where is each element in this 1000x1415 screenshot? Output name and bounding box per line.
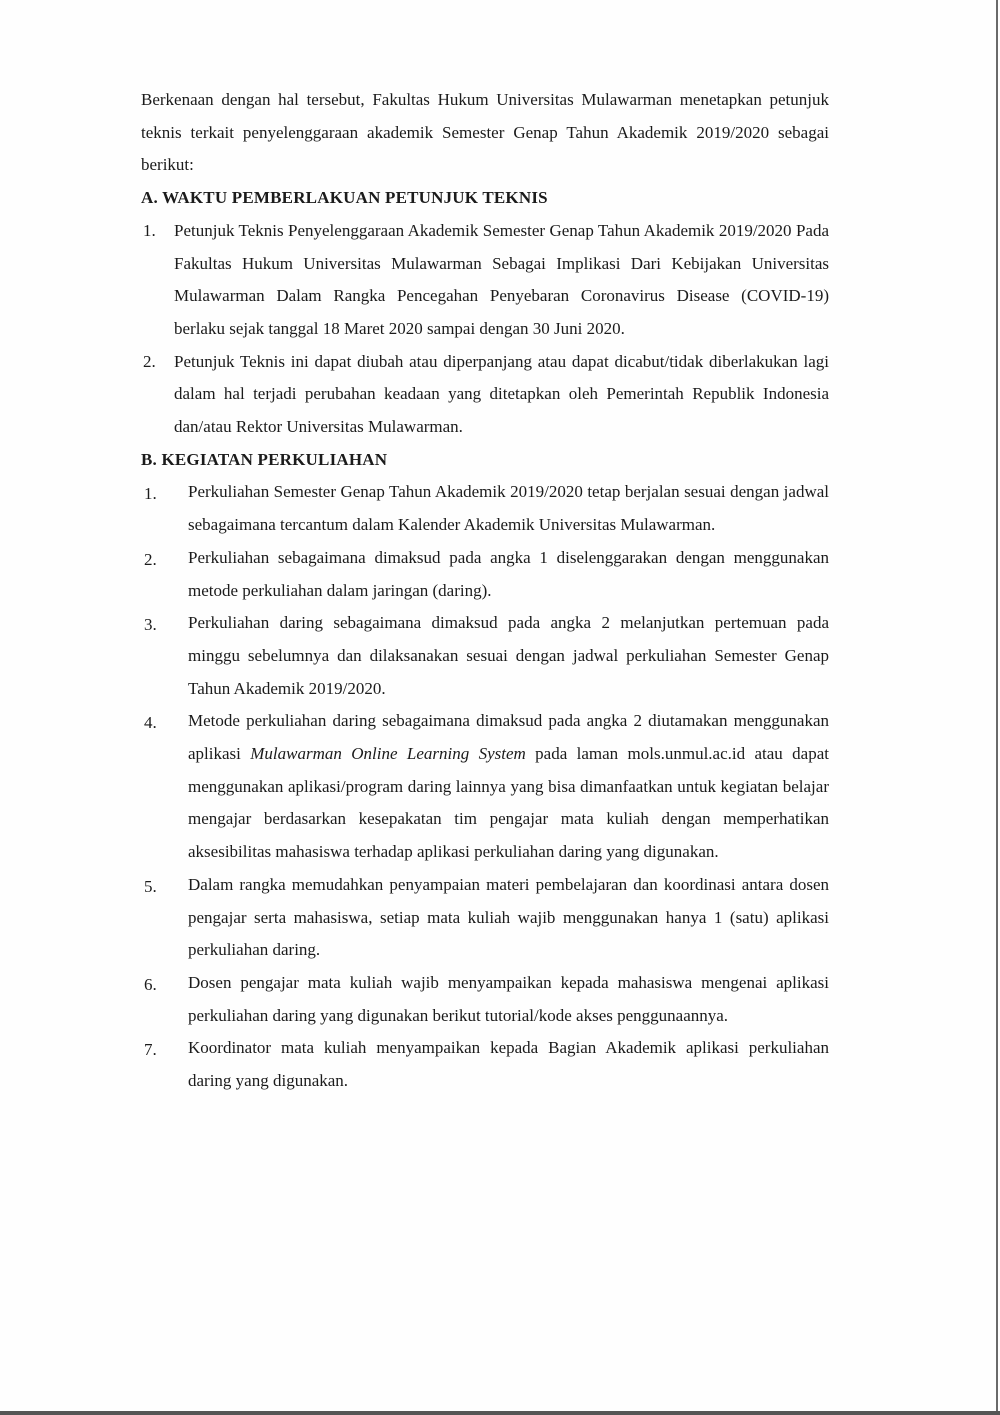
section-b-item-6 [141,967,829,1032]
section-b-item-1 [141,476,829,541]
item-text: Petunjuk Teknis ini dapat diubah atau diperpanjang atau dapat dicabut/tidak diberlakukan lagi dalam hal terjadi perubahan keadaan yang ditetapkan oleh Pemerintah Republik Indonesia dan/atau Rektor Universitas Mulawarman. [174,351,829,437]
section-a-heading: A. WAKTU PEMBERLAKUAN PETUNJUK TEKNIS [141,188,548,208]
section-b-item-3 [141,607,829,705]
section-b-item-7 [141,1032,829,1097]
item-number: 7. [144,1040,157,1060]
intro-paragraph: Berkenaan dengan hal tersebut, Fakultas Hukum Universitas Mulawarman menetapkan petunjuk teknis terkait penyelenggaraan akademik Semester Genap Tahun Akademik 2019/2020 sebagai berikut: [141,90,829,175]
item-number: 2. [143,351,156,371]
item-text: Koordinator mata kuliah menyampaikan kepada Bagian Akademik aplikasi perkuliahan daring yang digunakan. [188,1038,829,1091]
section-b-heading: B. KEGIATAN PERKULIAHAN [141,449,388,469]
item-text-after: pada laman mols.unmul.ac.id atau dapat menggunakan aplikasi/program daring lainnya yang bisa dimanfaatkan untuk kegiatan belajar mengajar berdasarkan kesepakatan tim pengajar mata kuliah dengan memperhatikan aksesibilitas mahasiswa terhadap aplikasi perkuliahan daring yang digunakan. [188,744,829,862]
section-b-item-2 [141,542,829,607]
item-text: Perkuliahan daring sebagaimana dimaksud pada angka 2 melanjutkan pertemuan pada minggu sebelumnya dan dilaksanakan sesuai dengan jadwal perkuliahan Semester Genap Tahun Akademik 2019/2020. [188,613,829,698]
item-text: Perkuliahan Semester Genap Tahun Akademik 2019/2020 tetap berjalan sesuai dengan jadwal sebagaimana tercantum dalam Kalender Akademik Universitas Mulawarman. [188,482,829,535]
section-b [141,444,829,1098]
scan-edge-right [996,0,998,1412]
item-number: 6. [144,974,157,994]
item-number: 5. [144,876,157,896]
item-number: 4. [144,713,157,733]
item-number: 1. [144,484,157,504]
item-text-before: Metode perkuliahan daring sebagaimana dimaksud pada angka 2 diutamakan menggunakan aplikasi [188,711,829,764]
item-number: 2. [144,549,157,569]
section-a-item-1 [141,215,829,346]
section-a [141,182,829,444]
item-number: 1. [143,220,156,240]
document-body [141,84,829,1098]
section-a-item-2 [141,346,829,444]
section-b-item-5 [141,869,829,967]
section-b-item-4 [141,705,829,869]
item-text: Dosen pengajar mata kuliah wajib menyampaikan kepada mahasiswa mengenai aplikasi perkuliahan daring yang digunakan berikut tutorial/kode akses penggunaannya. [188,972,829,1025]
scan-edge-bottom [0,1411,1000,1415]
item-text-italic-app-name: Mulawarman Online Learning System [250,744,526,764]
item-text: Dalam rangka memudahkan penyampaian materi pembelajaran dan koordinasi antara dosen pengajar serta mahasiswa, setiap mata kuliah wajib menggunakan hanya 1 (satu) aplikasi perkuliahan daring. [188,874,829,960]
item-number: 3. [144,615,157,635]
item-text: Petunjuk Teknis Penyelenggaraan Akademik Semester Genap Tahun Akademik 2019/2020 Pada Fakultas Hukum Universitas Mulawarman Sebagai Implikasi Dari Kebijakan Universitas Mulawarman Dalam Rangka Pencegahan Penyebaran Coronavirus Disease (COVID-19) berlaku sejak tanggal 18 Maret 2020 sampai dengan 30 Juni 2020. [174,220,829,338]
item-text: Perkuliahan sebagaimana dimaksud pada angka 1 diselenggarakan dengan menggunakan metode perkuliahan dalam jaringan (daring). [188,547,829,600]
